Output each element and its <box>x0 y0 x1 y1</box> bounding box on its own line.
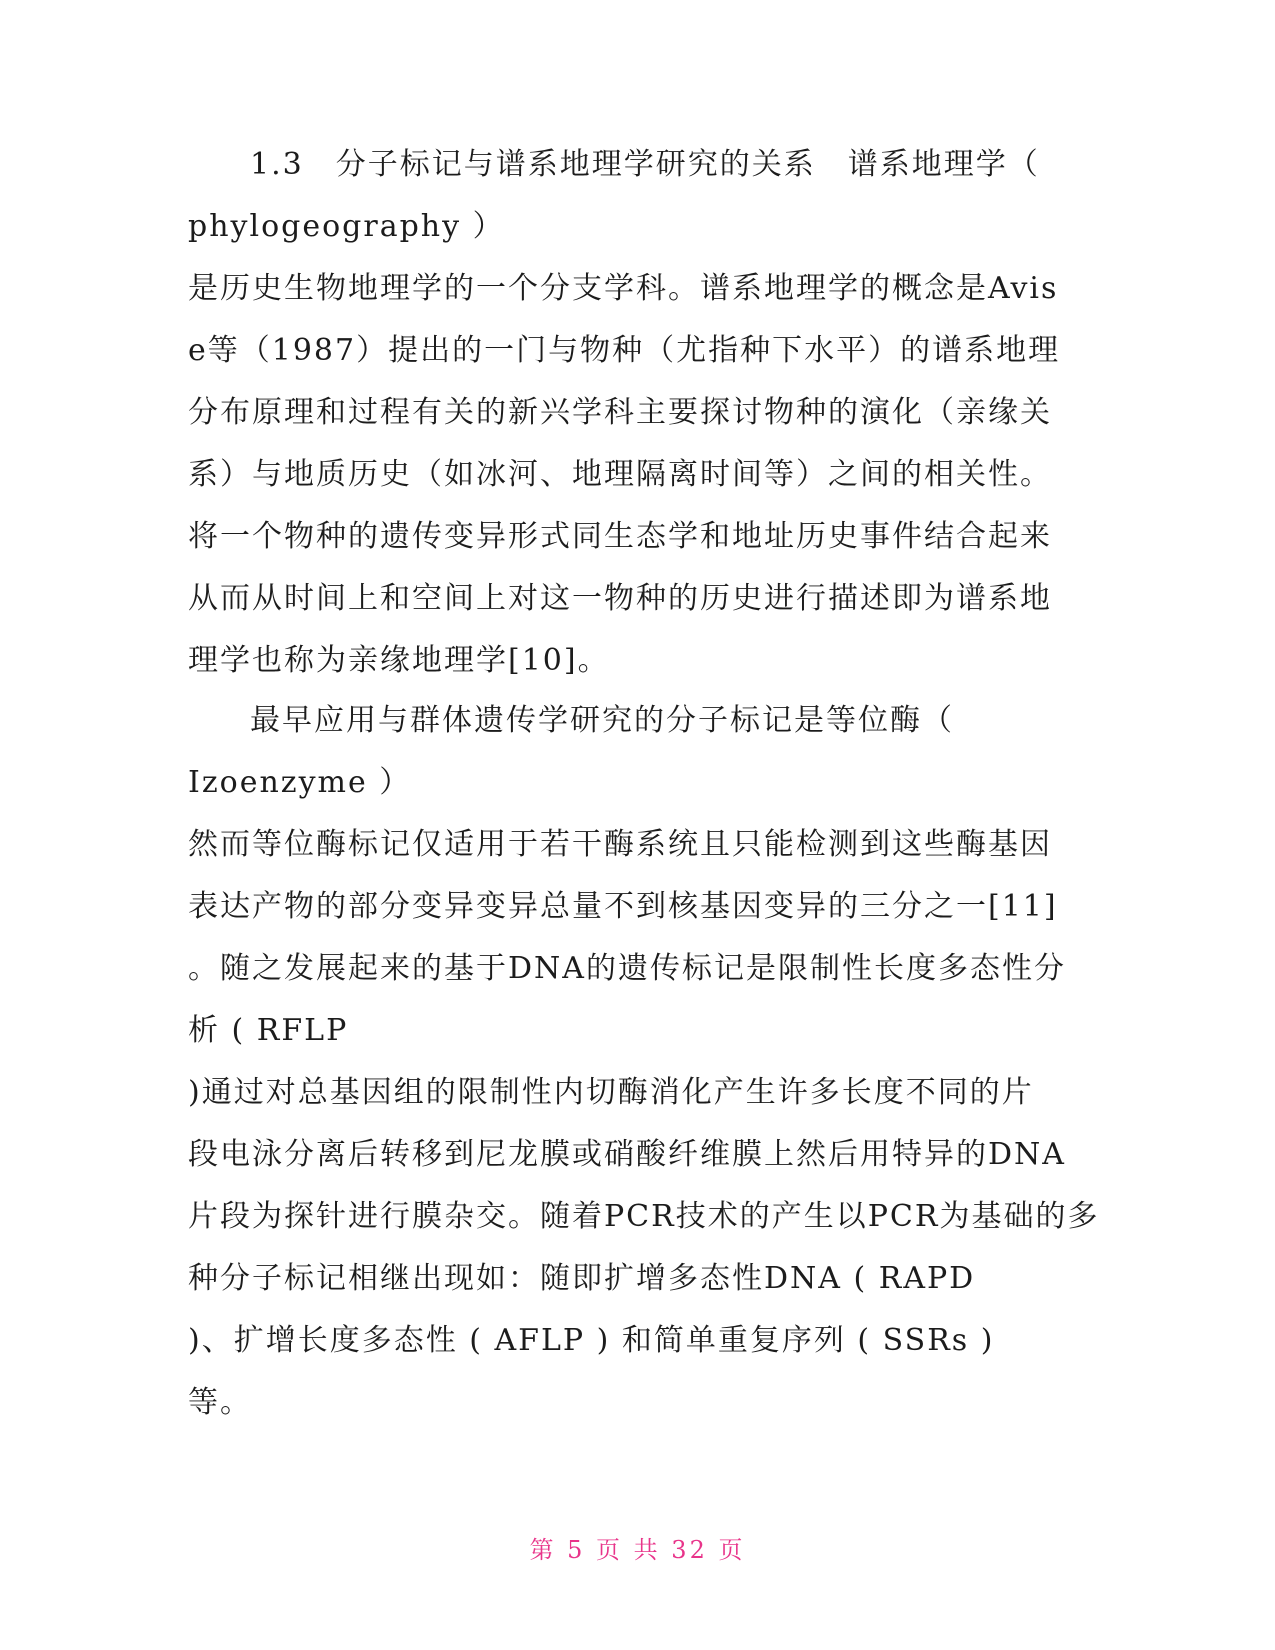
text-line: 等。 <box>188 1385 252 1420</box>
text-line: Izoenzyme ） <box>188 765 412 800</box>
text-line: )、扩增长度多态性 ( AFLP ) 和简单重复序列 ( SSRs ) <box>188 1323 995 1358</box>
text-line: )通过对总基因组的限制性内切酶消化产生许多长度不同的片 <box>188 1075 1034 1110</box>
text-line: 种分子标记相继出现如：随即扩增多态性DNA ( RAPD <box>188 1261 976 1296</box>
text-line: 将一个物种的遗传变异形式同生态学和地址历史事件结合起来 <box>188 519 1052 554</box>
text-line: 是历史生物地理学的一个分支学科。谱系地理学的概念是Avis <box>188 271 1059 306</box>
text-line: 段电泳分离后转移到尼龙膜或硝酸纤维膜上然后用特异的DNA <box>188 1137 1066 1172</box>
text-line: e等（1987）提出的一门与物种（尤指种下水平）的谱系地理 <box>188 333 1061 368</box>
text-line: 然而等位酶标记仅适用于若干酶系统且只能检测到这些酶基因 <box>188 827 1052 862</box>
text-line: 析 ( RFLP <box>188 1013 349 1048</box>
page-number-footer: 第 5 页 共 32 页 <box>529 1536 746 1564</box>
text-line: 。随之发展起来的基于DNA的遗传标记是限制性长度多态性分 <box>188 951 1066 986</box>
paragraph-start-line: 最早应用与群体遗传学研究的分子标记是等位酶（ <box>250 703 954 738</box>
text-line: 片段为探针进行膜杂交。随着PCR技术的产生以PCR为基础的多 <box>188 1199 1100 1234</box>
text-line: 分布原理和过程有关的新兴学科主要探讨物种的演化（亲缘关 <box>188 395 1052 430</box>
text-line: 表达产物的部分变异变异总量不到核基因变异的三分之一[11] <box>188 889 1058 924</box>
heading-line: 1.3 分子标记与谱系地理学研究的关系 谱系地理学（ <box>250 147 1040 182</box>
text-line: phylogeography ） <box>188 209 505 244</box>
text-line: 从而从时间上和空间上对这一物种的历史进行描述即为谱系地 <box>188 581 1052 616</box>
text-line: 理学也称为亲缘地理学[10]。 <box>188 643 610 678</box>
text-line: 系）与地质历史（如冰河、地理隔离时间等）之间的相关性。 <box>188 457 1052 492</box>
